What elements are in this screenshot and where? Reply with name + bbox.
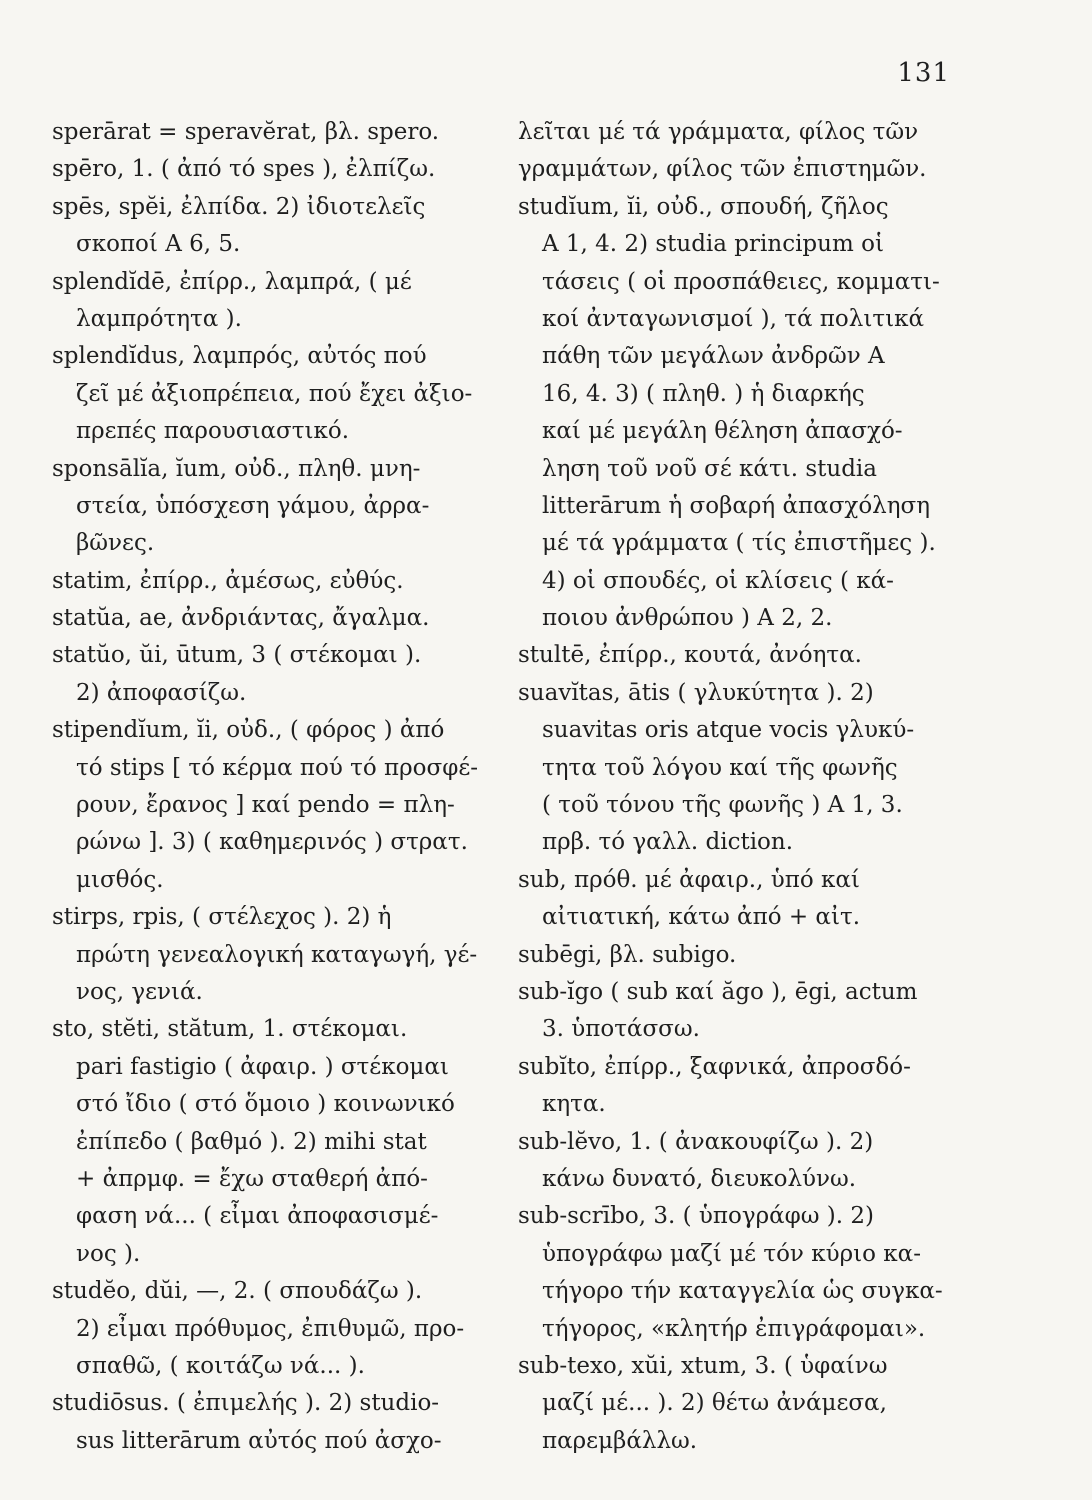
text-line: stirps, rpis, ( στέλεχος ). 2) ἡ xyxy=(52,904,392,931)
text-line: sub, πρόθ. μέ ἀφαιρ., ὑπό καί xyxy=(518,866,860,893)
text-line: 16, 4. 3) ( πληθ. ) ἡ διαρκής xyxy=(542,380,865,407)
text-line: νος ). xyxy=(76,1240,141,1267)
text-line: ρώνω ]. 3) ( καθημερινός ) στρατ. xyxy=(76,829,468,856)
text-line: κάνω δυνατό, διευκολύνω. xyxy=(542,1165,857,1192)
text-line: μέ τά γράμματα ( τίς ἐπιστῆμες ). xyxy=(542,530,936,557)
text-line: γραμμάτων, φίλος τῶν ἐπιστημῶν. xyxy=(518,156,927,183)
text-line: spēro, 1. ( ἀπό τό spes ), ἐλπίζω. xyxy=(52,156,436,183)
text-line: τήγορο τήν καταγγελία ὡς συγκα- xyxy=(542,1278,943,1305)
text-line: τό stips [ τό κέρμα πού τό προσφέ- xyxy=(76,754,479,781)
text-line: ζεῖ μέ ἀξιοπρέπεια, πού ἔχει ἀξιο- xyxy=(76,380,473,407)
text-line: stipendĭum, ĭi, οὐδ., ( φόρος ) ἀπό xyxy=(52,717,445,744)
text-line: suavitas oris atque vocis γλυκύ- xyxy=(542,717,915,744)
text-line: λαμπρότητα ). xyxy=(76,305,242,332)
text-line: sub-texo, xŭi, xtum, 3. ( ὑφαίνω xyxy=(518,1352,888,1379)
text-line: stultē, ἐπίρρ., κουτά, ἀνόητα. xyxy=(518,642,862,669)
text-line: κοί ἀνταγωνισμοί ), τά πολιτικά xyxy=(542,305,925,332)
text-line: litterārum ἡ σοβαρή ἀπασχόληση xyxy=(542,492,931,519)
text-line: ληση τοῦ νοῦ σέ κάτι. studia xyxy=(542,455,877,482)
text-line: 4) οἱ σπουδές, οἱ κλίσεις ( κά- xyxy=(542,567,894,594)
text-line: sponsālĭa, ĭum, οὐδ., πληθ. μνη- xyxy=(52,455,421,482)
text-line: statŭa, ae, ἀνδριάντας, ἄγαλμα. xyxy=(52,605,430,632)
text-line: splendĭdē, ἐπίρρ., λαμπρά, ( μέ xyxy=(52,268,412,295)
text-line: αἰτιατική, κάτω ἀπό + αἰτ. xyxy=(542,904,861,931)
text-line: ὑπογράφω μαζί μέ τόν κύριο κα- xyxy=(542,1240,921,1267)
text-line: σπαθῶ, ( κοιτάζω νά... ). xyxy=(76,1352,365,1379)
text-line: στό ἴδιο ( στό ὅμοιο ) κοινωνικό xyxy=(76,1091,455,1118)
right-column xyxy=(518,114,968,1460)
text-line: κητα. xyxy=(542,1091,606,1118)
text-line: τάσεις ( οἱ προσπάθειες, κομματι- xyxy=(542,268,940,295)
text-line: statŭo, ŭi, ūtum, 3 ( στέκομαι ). xyxy=(52,642,422,669)
text-line: παρεμβάλλω. xyxy=(542,1427,698,1454)
text-line: spēs, spĕi, ἐλπίδα. 2) ἰδιοτελεῖς xyxy=(52,193,426,220)
text-line: τητα τοῦ λόγου καί τῆς φωνῆς xyxy=(542,754,898,781)
text-line: ἐπίπεδο ( βαθμό ). 2) mihi stat xyxy=(76,1128,427,1155)
text-line: sub-lĕvo, 1. ( ἀνακουφίζω ). 2) xyxy=(518,1128,874,1155)
text-line: καί μέ μεγάλη θέληση ἀπασχό- xyxy=(542,418,903,445)
text-line: ποιου ἀνθρώπου ) A 2, 2. xyxy=(542,605,833,632)
text-line: studiōsus. ( ἐπιμελής ). 2) studio- xyxy=(52,1390,440,1417)
left-column xyxy=(52,114,502,1460)
text-line: πρεπές παρουσιαστικό. xyxy=(76,418,350,445)
text-line: 2) εἶμαι πρόθυμος, ἐπιθυμῶ, προ- xyxy=(76,1315,465,1342)
text-line: sperārat = speravĕrat, βλ. spero. xyxy=(52,119,440,145)
text-line: 3. ὑποτάσσω. xyxy=(542,1016,700,1043)
text-line: φαση νά... ( εἶμαι ἀποφασισμέ- xyxy=(76,1203,439,1230)
text-line: statim, ἐπίρρ., ἀμέσως, εὐθύς. xyxy=(52,567,404,594)
text-line: studĕo, dŭi, —, 2. ( σπουδάζω ). xyxy=(52,1278,423,1305)
text-line: sub-scrībo, 3. ( ὑπογράφω ). 2) xyxy=(518,1203,874,1230)
text-line: + ἀπρμφ. = ἔχω σταθερή ἀπό- xyxy=(76,1165,428,1192)
text-line: πάθη τῶν μεγάλων ἀνδρῶν A xyxy=(542,343,885,370)
text-line: studĭum, ĭi, οὐδ., σπουδή, ζῆλος xyxy=(518,193,889,220)
text-line: splendĭdus, λαμπρός, αὐτός πού xyxy=(52,343,427,370)
text-line: μισθός. xyxy=(76,866,164,893)
text-line: suavĭtas, ātis ( γλυκύτητα ). 2) xyxy=(518,679,874,706)
text-line: τήγορος, «κλητήρ ἐπιγράφομαι». xyxy=(542,1315,926,1342)
text-line: sto, stĕti, stătum, 1. στέκομαι. xyxy=(52,1016,408,1043)
text-line: sub-ĭgo ( sub καί ăgo ), ēgi, actum xyxy=(518,978,918,1005)
text-line: νος, γενιά. xyxy=(76,978,203,1005)
page-number: 131 xyxy=(897,58,950,88)
text-line: πρώτη γενεαλογική καταγωγή, γέ- xyxy=(76,941,478,968)
text-line: ρουν, ἔρανος ] καί pendo = πλη- xyxy=(76,792,455,819)
text-line: A 1, 4. 2) studia principum οἱ xyxy=(542,231,884,258)
text-line: subĭto, ἐπίρρ., ξαφνικά, ἀπροσδό- xyxy=(518,1053,911,1080)
text-line: σκοποί A 6, 5. xyxy=(76,231,241,258)
text-line: 2) ἀποφασίζω. xyxy=(76,679,247,706)
text-line: pari fastigio ( ἀφαιρ. ) στέκομαι xyxy=(76,1053,449,1080)
text-line: πρβ. τό γαλλ. diction. xyxy=(542,829,794,856)
text-line: βῶνες. xyxy=(76,530,155,557)
text-line: λεῖται μέ τά γράμματα, φίλος τῶν xyxy=(518,119,919,145)
text-line: sus litterārum αὐτός πού ἀσχο- xyxy=(76,1427,442,1454)
text-line: ( τοῦ τόνου τῆς φωνῆς ) A 1, 3. xyxy=(542,792,903,819)
text-line: στεία, ὑπόσχεση γάμου, ἀρρα- xyxy=(76,492,430,519)
text-line: subēgi, βλ. subigo. xyxy=(518,941,737,968)
text-line: μαζί μέ... ). 2) θέτω ἀνάμεσα, xyxy=(542,1390,887,1417)
